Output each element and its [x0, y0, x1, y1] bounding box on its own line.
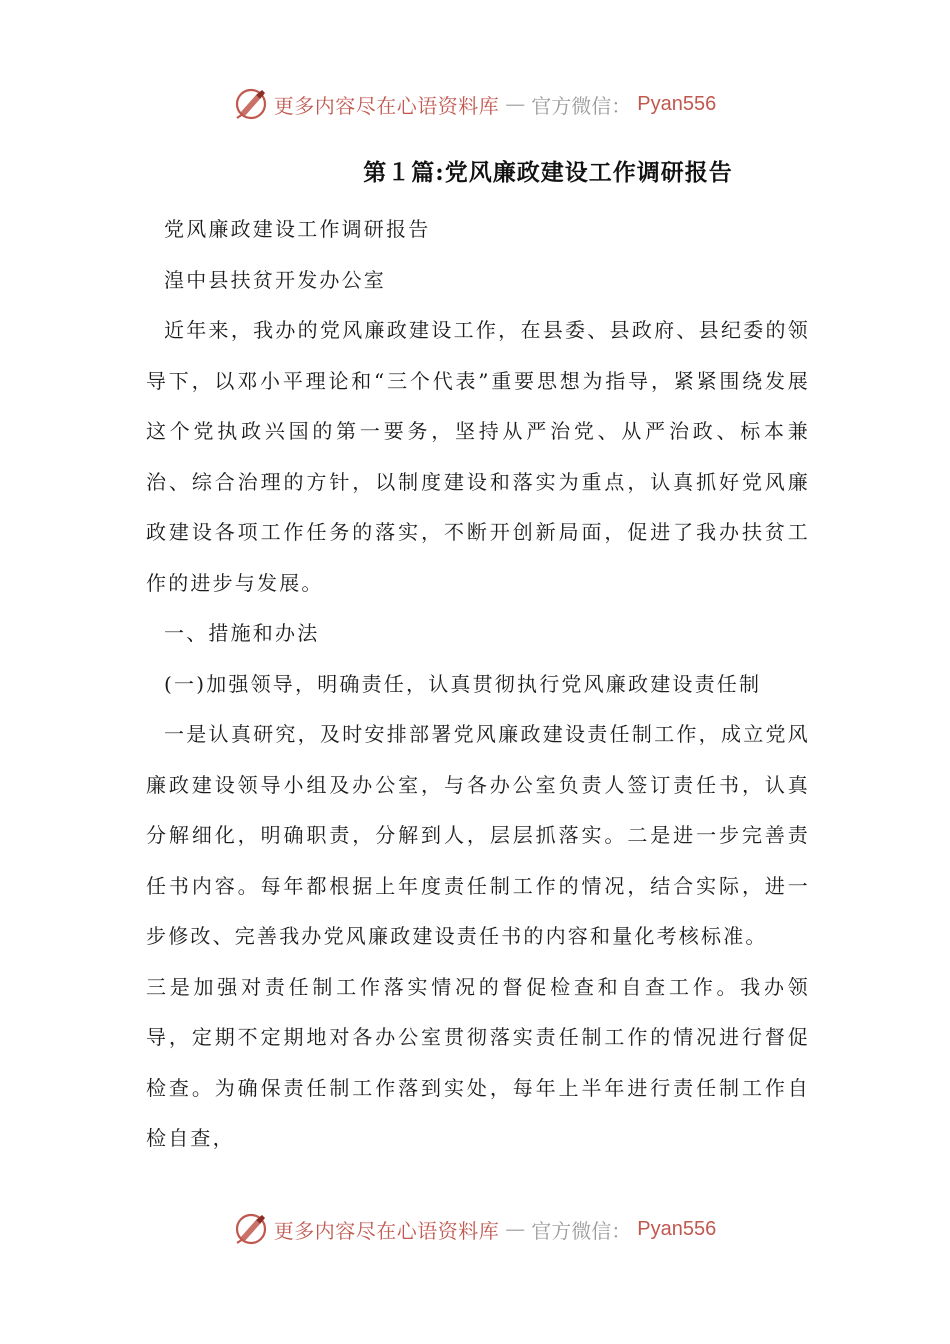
banner-dash: — [505, 1217, 526, 1241]
banner-wechat-id: Pyan556 [637, 92, 717, 115]
paragraph-body-continued: 三是加强对责任制工作落实情况的督促检查和自查工作。我办领导，定期不定期地对各办公室贯彻落实责任制工作的情况进行督促检查。为确保责任制工作落到实处，每年上半年进行责任制工作自检自查， [146, 974, 810, 1150]
paragraph-intro: 近年来，我办的党风廉政建设工作，在县委、县政府、县纪委的领导下，以邓小平理论和“三个代表”重要思想为指导，紧紧围绕发展这个党执政兴国的第一要务，坚持从严治党、从严治政、标本兼治、综合治理的方针，以制度建设和落实为重点，认真抓好党风廉政建设各项工作任务的落实，不断开创新局面，促进了我办扶贫工作的进步与发展。 [146, 318, 810, 595]
pen-logo-icon [234, 87, 268, 121]
section-heading: 一、措施和办法 [164, 621, 320, 645]
paragraph-subtitle: 党风廉政建设工作调研报告 [164, 217, 431, 241]
pen-logo-icon [234, 1212, 268, 1246]
banner-main-text: 更多内容尽在心语资料库 [273, 1218, 500, 1243]
header-watermark-banner [0, 84, 950, 124]
banner-wechat-label: 官方微信： [531, 93, 632, 118]
paragraph-body: 一是认真研究，及时安排部署党风廉政建设责任制工作，成立党风廉政建设领导小组及办公室，与各办公室负责人签订责任书，认真分解细化，明确职责，分解到人，层层抓落实。二是进一步完善责任书内容。每年都根据上年度责任制工作的情况，结合实际，进一步修改、完善我办党风廉政建设责任书的内容和量化考核标准。 [146, 722, 810, 948]
banner-main-text: 更多内容尽在心语资料库 [273, 93, 500, 118]
banner-wechat-id: Pyan556 [637, 1217, 717, 1240]
banner-wechat-label: 官方微信： [531, 1218, 632, 1243]
paragraph-organization: 湟中县扶贫开发办公室 [164, 267, 386, 292]
document-title: 第１篇:党风廉政建设工作调研报告 [363, 159, 733, 186]
subsection-heading: (一)加强领导，明确责任，认真贯彻执行党风廉政建设责任制 [164, 671, 762, 696]
banner-dash: — [505, 92, 526, 116]
document-body [146, 204, 810, 1164]
footer-watermark-banner [0, 1209, 950, 1249]
